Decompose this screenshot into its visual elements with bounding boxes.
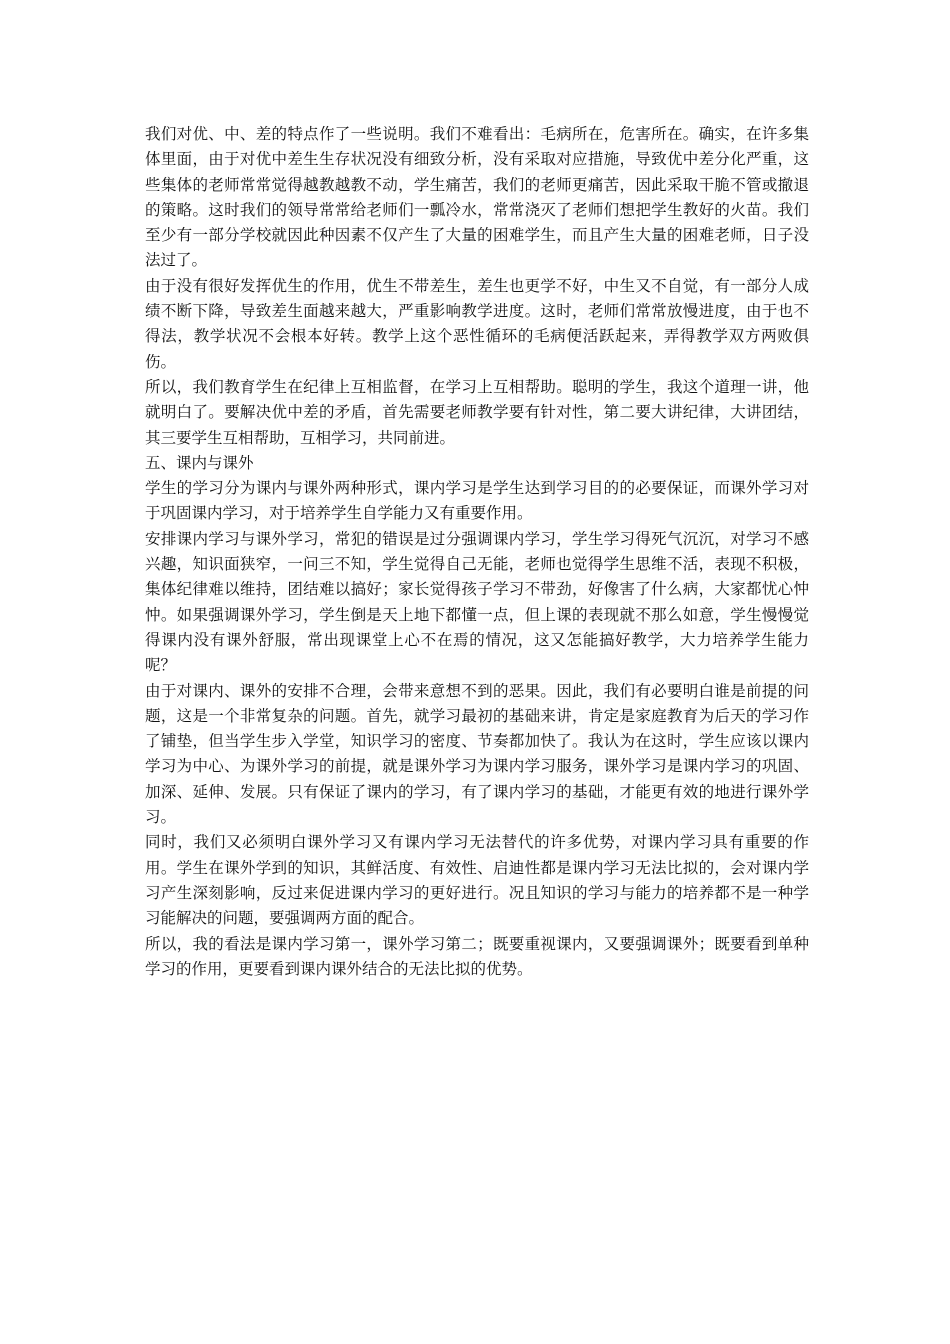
- section-paragraph-5: 所以，我的看法是课内学习第一，课外学习第二；既要重视课内，又要强调课外；既要看到单种学习的作用，更要看到课内课外结合的无法比拟的优势。: [145, 934, 809, 978]
- paragraph-3: 所以，我们教育学生在纪律上互相监督，在学习上互相帮助。聪明的学生，我这个道理一讲，他就明白了。要解决优中差的矛盾，首先需要老师教学要有针对性，第二要大讲纪律，大讲团结，其三要学生互相帮助，互相学习，共同前进。: [145, 377, 809, 447]
- section-paragraph-3: 由于对课内、课外的安排不合理，会带来意想不到的恶果。因此，我们有必要明白谁是前提的问题，这是一个非常复杂的问题。首先，就学习最初的基础来讲，肯定是家庭教育为后天的学习作了铺垫，但当学生步入学堂，知识学习的密度、节奏都加快了。我认为在这时，学生应该以课内学习为中心、为课外学习的前提，就是课外学习为课内学习服务，课外学习是课内学习的巩固、加深、延伸、发展。只有保证了课内的学习，有了课内学习的基础，才能更有效的地进行课外学习。: [145, 681, 809, 827]
- document-page: [145, 122, 809, 982]
- section-heading: 五、课内与课外: [145, 453, 254, 472]
- paragraph-1: 我们对优、中、差的特点作了一些说明。我们不难看出：毛病所在，危害所在。确实，在许多集体里面，由于对优中差生生存状况没有细致分析，没有采取对应措施，导致优中差分化严重，这些集体的老师常常觉得越教越教不动，学生痛苦，我们的老师更痛苦，因此采取干脆不管或撤退的策略。这时我们的领导常常给老师们一瓢冷水，常常浇灭了老师们想把学生教好的火苗。我们至少有一部分学校就因此种因素不仅产生了大量的困难学生，而且产生大量的困难老师，日子没法过了。: [145, 125, 809, 270]
- paragraph-2: 由于没有很好发挥优生的作用，优生不带差生，差生也更学不好，中生又不自觉，有一部分人成绩不断下降，导致差生面越来越大，严重影响教学进度。这时，老师们常常放慢进度，由于也不得法，教学状况不会根本好转。教学上这个恶性循环的毛病便活跃起来，弄得教学双方两败俱伤。: [145, 276, 809, 371]
- section-paragraph-2: 安排课内学习与课外学习，常犯的错误是过分强调课内学习，学生学习得死气沉沉，对学习不感兴趣，知识面狭窄，一问三不知，学生觉得自己无能，老师也觉得学生思维不活，表现不积极，集体纪律难以维持，团结难以搞好；家长觉得孩子学习不带劲，好像害了什么病，大家都忧心忡忡。如果强调课外学习，学生倒是天上地下都懂一点，但上课的表现就不那么如意，学生慢慢觉得课内没有课外舒服，常出现课堂上心不在焉的情况，这又怎能搞好教学，大力培养学生能力呢？: [145, 529, 809, 675]
- section-paragraph-1: 学生的学习分为课内与课外两种形式，课内学习是学生达到学习目的的必要保证，而课外学习对于巩固课内学习，对于培养学生自学能力又有重要作用。: [145, 479, 809, 523]
- section-paragraph-4: 同时，我们又必须明白课外学习又有课内学习无法替代的许多优势，对课内学习具有重要的作用。学生在课外学到的知识，其鲜活度、有效性、启迪性都是课内学习无法比拟的，会对课内学习产生深刻影响，反过来促进课内学习的更好进行。况且知识的学习与能力的培养都不是一种学习能解决的问题，要强调两方面的配合。: [145, 833, 809, 928]
